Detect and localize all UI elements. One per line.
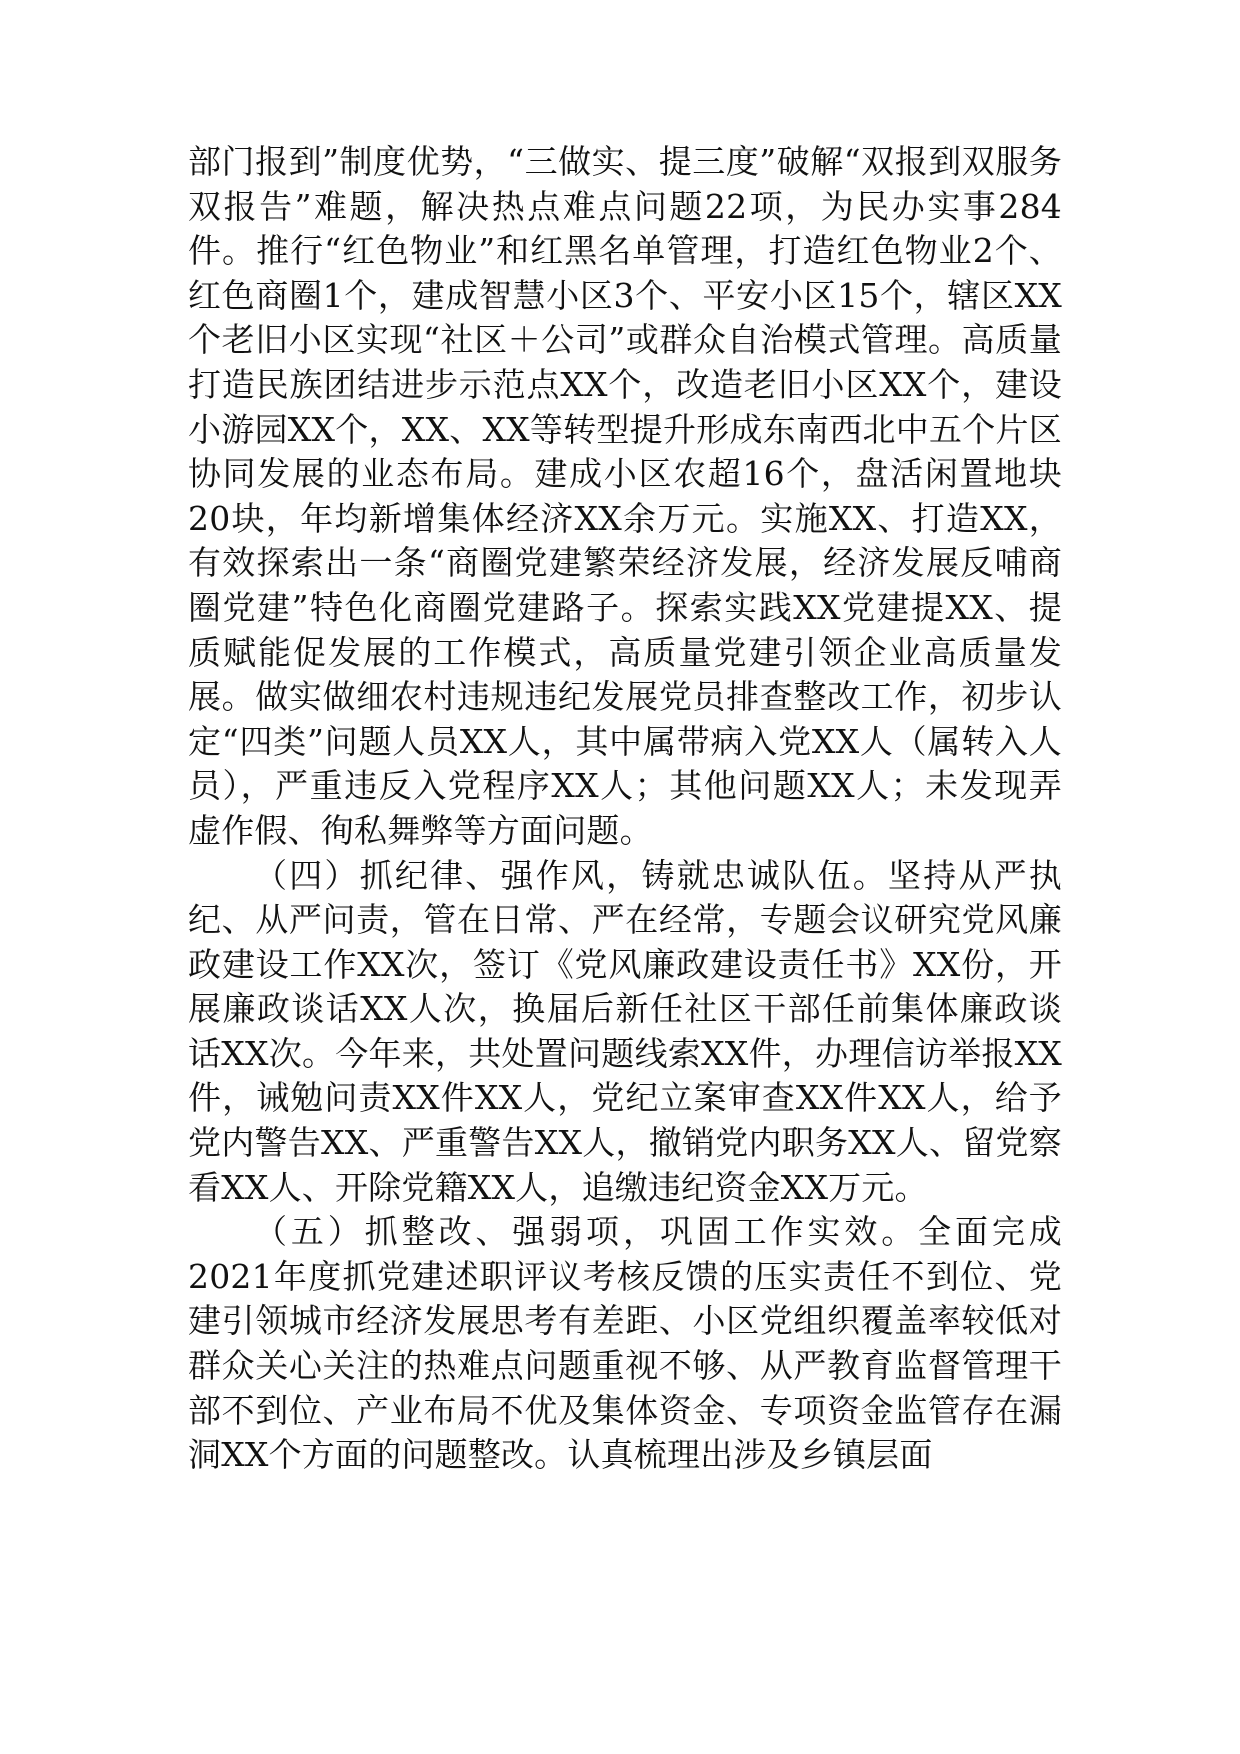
paragraph-section-four: （四）抓纪律、强作风，铸就忠诚队伍。坚持从严执纪、从严问责，管在日常、严在经常，专题会议研究党风廉政建设工作XX次，签订《党风廉政建设责任书》XX份，开展廉政谈话XX人次，换届后新任社区干部任前集体廉政谈话XX次。今年来，共处置问题线索XX件，办理信访举报XX件，诫勉问责XX件XX人，党纪立案审查XX件XX人，给予党内警告XX、严重警告XX人，撤销党内职务XX人、留党察看XX人、开除党籍XX人，追缴违纪资金XX万元。 bbox=[188, 855, 1062, 1207]
paragraph-continued: 部门报到”制度优势，“三做实、提三度”破解“双报到双服务双报告”难题，解决热点难点问题22项，为民办实事284件。推行“红色物业”和红黑名单管理，打造红色物业2个、红色商圈1个，建成智慧小区3个、平安小区15个，辖区XX个老旧小区实现“社区＋公司”或群众自治模式管理。高质量打造民族团结进步示范点XX个，改造老旧小区XX个，建设小游园XX个，XX、XX等转型提升形成东南西北中五个片区协同发展的业态布局。建成小区农超16个，盘活闲置地块20块，年均新增集体经济XX余万元。实施XX、打造XX，有效探索出一条“商圈党建繁荣经济发展，经济发展反哺商圈党建”特色化商圈党建路子。探索实践XX党建提XX、提质赋能促发展的工作模式，高质量党建引领企业高质量发展。做实做细农村违规违纪发展党员排查整改工作，初步认定“四类”问题人员XX人，其中属带病入党XX人（属转入人员），严重违反入党程序XX人；其他问题XX人；未发现弄虚作假、徇私舞弊等方面问题。 bbox=[188, 142, 1062, 850]
paragraph-section-five: （五）抓整改、强弱项，巩固工作实效。全面完成2021年度抓党建述职评议考核反馈的压实责任不到位、党建引领城市经济发展思考有差距、小区党组织覆盖率较低对群众关心关注的热难点问题重视不够、从严教育监督管理干部不到位、产业布局不优及集体资金、专项资金监管存在漏洞XX个方面的问题整改。认真梳理出涉及乡镇层面 bbox=[188, 1212, 1062, 1475]
document-body bbox=[188, 140, 1062, 1478]
